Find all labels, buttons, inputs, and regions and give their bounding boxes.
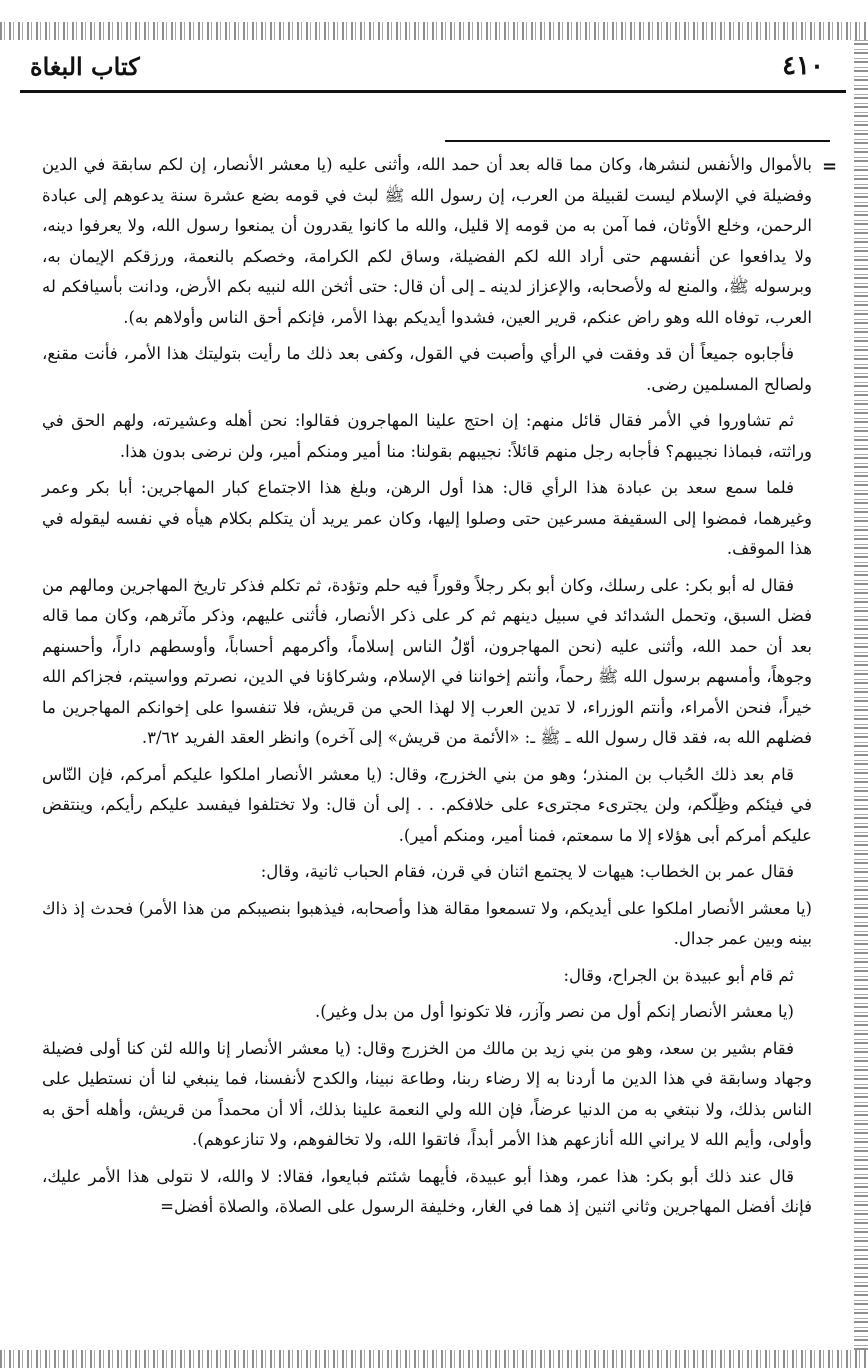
paragraph: (يا معشر الأنصار املكوا على أيديكم، ولا تسمعوا مقالة هذا وأصحابه، فيذهبوا بنصيبكم من هذا الأمر) فحدث إذ ذاك بينه وبين عمر جدال.	[42, 898, 812, 948]
paragraph: فقال له أبو بكر: على رسلك، وكان أبو بكر رجلاً وقوراً فيه حلم وتؤدة، ثم تكلم فذكر تاريخ المهاجرين ومالهم من فضل السبق، وتحمل الشدائد في سبيل دينهم ثم كر على ذكر الأنصار، فأثنى عليهم، وذكر مآثرهم، وكان مما قاله بعد أن حمد الله، وأثنى عليه (نحن المهاجرون، أوّلُ الناس إسلاماً، وأكرمهم أحساباً، وأوسطهم داراً، وأحسنهم وجوهاً، وأمسهم برسول الله ﷺ رحماً، وأنتم إخواننا في الإسلام، وشركاؤنا في الدين، نصرتم وواسيتم، فجزاكم الله خيراً، فنحن الأمراء، وأنتم الوزراء، لا تدين العرب إلا لهذا الحي من قريش، فلا تنفسوا على إخوانكم المهاجرين ما فضلهم الله به، فقد قال رسول الله ـ ﷺ ـ: «الأئمة من قريش» إلى آخره) وانظر العقد الفريد ٣/٦٢.	[42, 575, 812, 747]
right-ornamental-border	[854, 40, 868, 1350]
top-ornamental-border	[0, 22, 868, 40]
paragraph: بالأموال والأنفس لنشرها، وكان مما قاله بعد أن حمد الله، وأثنى عليه (يا معشر الأنصار، إن لكم سابقة في الدين وفضيلة في الإسلام ليست لقبيلة من العرب، إن رسول الله ﷺ لبث في قومه بضع عشرة سنة يدعوهم إلى عبادة الرحمن، وخلع الأوثان، فما آمن به من قومه إلا قليل، والله ما كانوا يقدرون أن يمنعوا رسول الله، ولا يعرفوا دينه، ولا يدافعوا عن أنفسهم حتى أراد الله لكم الفضيلة، وساق لكم الكرامة، وخصكم بالنعمة، ورزقكم الإيمان به، وبرسوله ﷺ، والمنع له ولأصحابه، والإعزاز لدينه ـ إلى أن قال: حتى أثخن الله لنبيه بكم الأرض، ودانت بأسيافكم له العرب، توفاه الله وهو راض عنكم، قرير العين، فشدوا أيديكم بهذا الأمر، فإنكم أحق الناس وأولاهم به).	[42, 155, 812, 327]
paragraph: ثم قام أبو عبيدة بن الجراح، وقال:	[563, 965, 794, 985]
bottom-ornamental-border	[0, 1350, 868, 1368]
paragraph: فلما سمع سعد بن عبادة هذا الرأي قال: هذا أول الرهن، وبلغ هذا الاجتماع كبار المهاجرين: أبا بكر وعمر وغيرهما، فمضوا إلى السقيفة مسرعين حتى وصلوا إليها، وكان عمر يريد أن يتكلم بكلام هيأه في نفسه ليقوله في هذا الموقف.	[42, 478, 812, 558]
header-rule	[20, 90, 846, 93]
page-header	[30, 44, 830, 88]
paragraph: فأجابوه جميعاً أن قد وفقت في الرأي وأصبت في القول، وكفى بعد ذلك ما رأيت بتوليتك هذا الأمر، فأنت مقنع، ولصالح المسلمين رضى.	[42, 344, 812, 394]
paragraph: فقام بشير بن سعد، وهو من بني زيد بن مالك من الخزرج وقال: (يا معشر الأنصار إنا والله لئن كنا أولى فضيلة وجهاد وسابقة في هذا الدين ما أردنا به إلا رضاء ربنا، وطاعة نبينا، والكدح لأنفسنا، فما ينبغي لنا أن نستطيل على الناس بذلك، ولا نبتغي به من الدنيا عرضاً، فإن الله ولي النعمة علينا بذلك، ألا أن محمداً من قريش، وأهله أحق به وأولى، وأيم الله لا يراني الله أنازعهم هذا الأمر أبداً، فاتقوا الله، ولا تخالفوهم، ولا تنازعوهم).	[42, 1038, 812, 1149]
paragraph: ثم تشاوروا في الأمر فقال قائل منهم: إن احتج علينا المهاجرون فقالوا: نحن أهله وعشيرته، ولهم الحق في وراثته، فبماذا نجيبهم؟ فأجابه رجل منهم قائلاً: نجيبهم بقولنا: منا أمير ومنكم أمير، ولن نرضى بدون هذا.	[42, 411, 812, 461]
paragraph: فقال عمر بن الخطاب: هيهات لا يجتمع اثنان في قرن، فقام الحباب ثانية، وقال:	[260, 862, 794, 881]
page-number: ٤١٠	[782, 51, 824, 81]
paragraph: قام بعد ذلك الحُباب بن المنذر؛ وهو من بني الخزرج، وقال: (يا معشر الأنصار املكوا عليكم أمركم، فإن النّاس في فيئكم وظِلّكم، ولن يجترىء مجترىء على خلافكم. . . إلى أن قال: ولا تختلفوا فيفسد عليكم رأيكم، وينتقض عليكم أمركم أبى هؤلاء إلا ما سمعتم، فمنا أمير، ومنكم أمير).	[42, 764, 812, 845]
paragraph: قال عند ذلك أبو بكر: هذا عمر، وهذا أبو عبيدة، فأيهما شئتم فبايعوا، فقالا: لا والله، لا نتولى هذا الأمر عليك، فإنك أفضل المهاجرين وثاني اثنين إذ هما في الغار، وخليفة الرسول على الصلاة، والصلاة أفضل=	[42, 1166, 812, 1216]
continuation-mark: =	[822, 156, 838, 177]
footnote-body-text	[42, 150, 812, 1229]
book-title: كتاب البغاة	[30, 51, 140, 81]
paragraph: (يا معشر الأنصار إنكم أول من نصر وآزر، فلا تكونوا أول من بدل وغير).	[315, 1002, 794, 1021]
footnote-separator-rule	[445, 140, 830, 142]
